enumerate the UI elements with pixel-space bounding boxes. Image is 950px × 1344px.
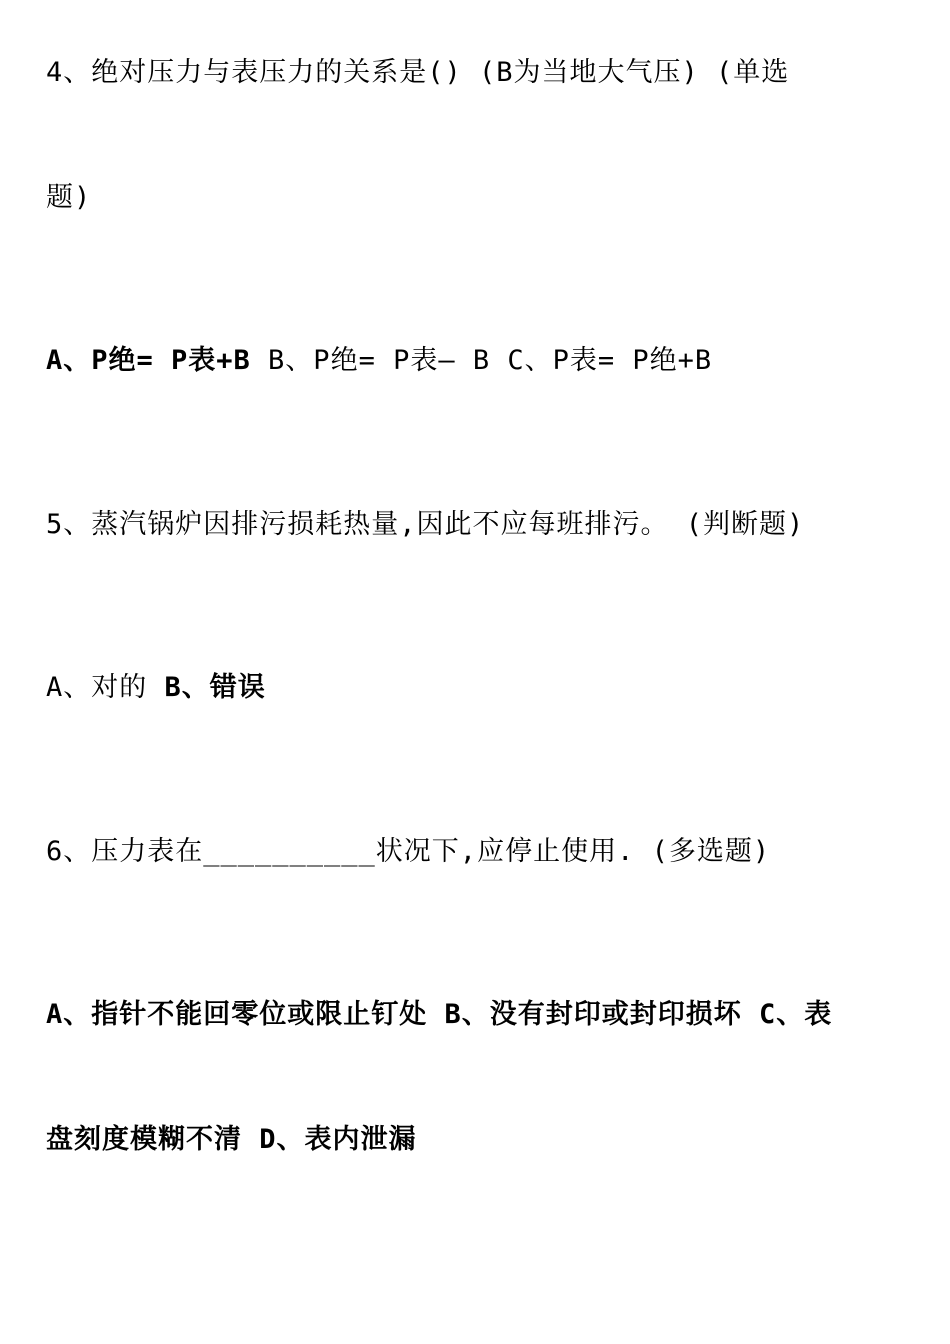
q5-options — [46, 668, 920, 708]
q5-stem: 5、蒸汽锅炉因排污损耗热量,因此不应每班排污。 (判断题) — [46, 509, 805, 540]
q4-options — [46, 341, 920, 381]
q6-options-line1: A、指针不能回零位或限止钉处 B、没有封印或封印损坏 C、表 — [46, 999, 833, 1030]
q6-options-line2: 盘刻度模糊不清 D、表内泄漏 — [46, 1124, 417, 1155]
q5-option-b-answer: B、错误 — [164, 672, 266, 703]
q4-option-b-c: B、P绝= P表— B C、P表= P绝+B — [250, 345, 713, 376]
q5-option-a: A、对的 — [46, 672, 165, 703]
q6-stem: 6、压力表在__________状况下,应停止使用. (多选题) — [46, 836, 771, 867]
q4-option-a-answer: A、P绝= P表+B — [46, 345, 251, 376]
q4-stem: 4、绝对压力与表压力的关系是() (B为当地大气压) (单选 — [46, 57, 790, 88]
q4-stem-continued: 题) — [46, 182, 92, 213]
